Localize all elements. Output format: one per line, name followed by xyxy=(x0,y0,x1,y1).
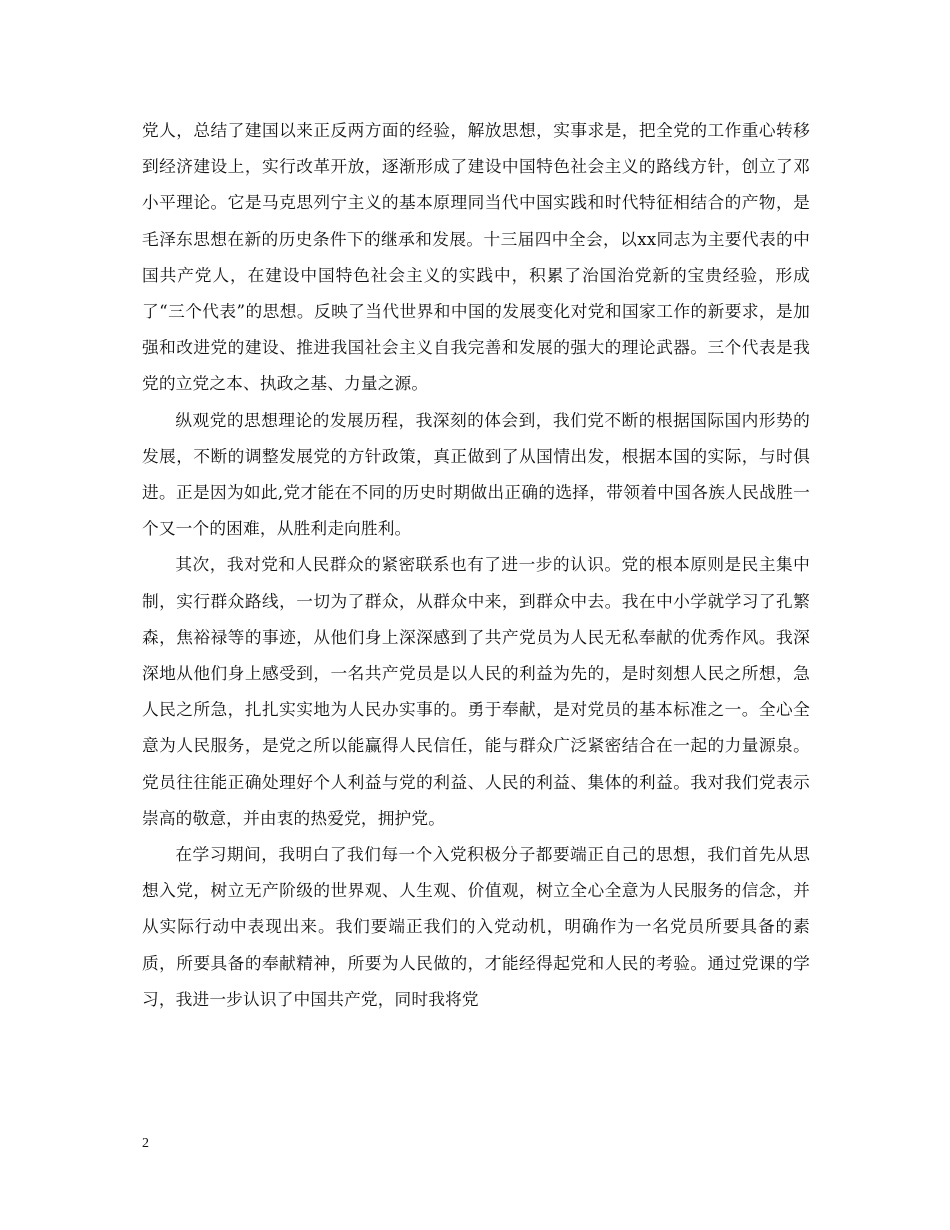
page-number: 2 xyxy=(142,1136,149,1151)
paragraph-4: 在学习期间，我明白了我们每一个入党积极分子都要端正自己的思想，我们首先从思想入党，树立无产阶级的世界观、人生观、价值观，树立全心全意为人民服务的信念，并从实际行动中表现出来。我们要端正我们的入党动机，明确作为一名党员所要具备的素质，所要具备的奉献精神，所要为人民做的，才能经得起党和人民的考验。通过党课的学习，我进一步认识了中国共产党，同时我将党 xyxy=(142,844,810,1009)
document-body xyxy=(142,112,810,1017)
paragraph-1: 党人，总结了建国以来正反两方面的经验，解放思想，实事求是，把全党的工作重心转移到经济建设上，实行改革开放，逐渐形成了建设中国特色社会主义的路线方针，创立了邓小平理论。它是马克思列宁主义的基本原理同当代中国实践和时代特征相结合的产物，是毛泽东思想在新的历史条件下的继承和发展。十三届四中全会，以xx同志为主要代表的中国共产党人，在建设中国特色社会主义的实践中，积累了治国治党新的宝贵经验，形成了“三个代表”的思想。反映了当代世界和中国的发展变化对党和国家工作的新要求，是加强和改进党的建设、推进我国社会主义自我完善和发展的强大的理论武器。三个代表是我党的立党之本、执政之基、力量之源。 xyxy=(142,120,810,394)
paragraph-2: 纵观党的思想理论的发展历程，我深刻的体会到，我们党不断的根据国际国内形势的发展，不断的调整发展党的方针政策，真正做到了从国情出发，根据本国的实际，与时俱进。正是因为如此,党才能在不同的历史时期做出正确的选择，带领着中国各族人民战胜一个又一个的困难，从胜利走向胜利。 xyxy=(142,409,810,539)
paragraph-3: 其次，我对党和人民群众的紧密联系也有了进一步的认识。党的根本原则是民主集中制，实行群众路线，一切为了群众，从群众中来，到群众中去。我在中小学就学习了孔繁森，焦裕禄等的事迹，从他们身上深深感到了共产党员为人民无私奉献的优秀作风。我深深地从他们身上感受到，一名共产党员是以人民的利益为先的，是时刻想人民之所想，急人民之所急，扎扎实实地为人民办实事的。勇于奉献，是对党员的基本标准之一。全心全意为人民服务，是党之所以能赢得人民信任，能与群众广泛紧密结合在一起的力量源泉。党员往往能正确处理好个人利益与党的利益、人民的利益、集体的利益。我对我们党表示崇高的敬意，并由衷的热爱党，拥护党。 xyxy=(142,554,810,828)
